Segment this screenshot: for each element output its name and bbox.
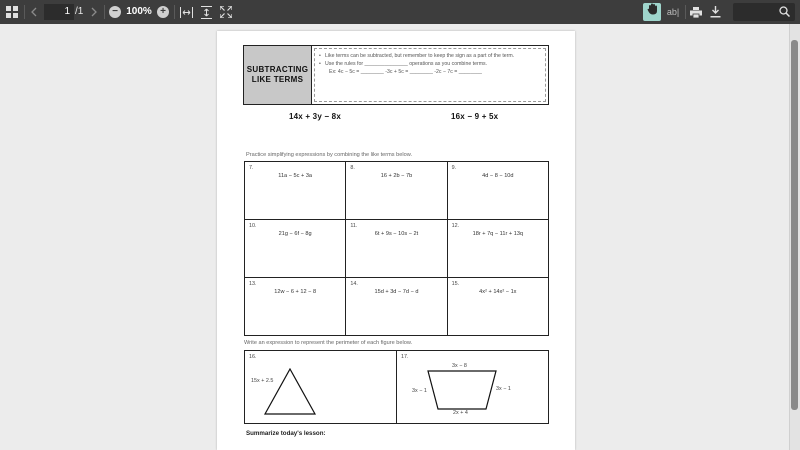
zoom-level[interactable]: 100% <box>126 6 152 17</box>
lesson-title-line1: SUBTRACTING <box>246 65 309 74</box>
trapezoid-left-label: 3x − 1 <box>412 388 427 394</box>
perimeter-instruction: Write an expression to represent the perimeter of each figure below. <box>244 340 413 346</box>
problem-expression: 16 + 2b − 7b <box>380 173 413 179</box>
problem-cell: 14. 15d + 3d − 7d − d <box>346 278 447 336</box>
document-page <box>217 31 575 450</box>
prev-page-icon[interactable] <box>28 0 40 24</box>
problem-cell: 9. 4d − 8 − 10d <box>447 162 548 220</box>
perimeter-figures <box>244 350 549 424</box>
page-total: /1 <box>75 6 84 17</box>
triangle-side-label: 15x + 2.5 <box>251 378 274 384</box>
page-number-input[interactable]: 1 <box>44 4 74 20</box>
thumbnails-icon[interactable] <box>4 0 20 24</box>
scrollbar-thumb[interactable] <box>791 40 798 410</box>
trapezoid-right-label: 3x − 1 <box>496 386 511 392</box>
trapezoid-top-label: 3x − 8 <box>452 363 467 369</box>
hand-tool-icon[interactable] <box>643 3 661 21</box>
problem-expression: 21g − 6f − 8g <box>278 231 312 237</box>
lesson-title-line2: LIKE TERMS <box>251 75 304 84</box>
text-select-icon[interactable]: ab| <box>666 7 680 17</box>
fullscreen-icon[interactable] <box>218 0 234 24</box>
problem-expression: 15d + 3d − 7d − d <box>374 289 419 295</box>
search-input[interactable] <box>733 3 795 21</box>
problem-cell: 11. 6t + 9s − 10s − 2t <box>346 220 447 278</box>
problem-cell: 13. 12w − 6 + 12 − 8 <box>245 278 346 336</box>
fit-width-icon[interactable] <box>178 0 194 24</box>
zoom-out-icon[interactable]: − <box>108 0 122 24</box>
problem-cell: 15. 4x² + 14x² − 1x <box>447 278 548 336</box>
problem-cell: 7. 11a − 5c + 3a <box>245 162 346 220</box>
lesson-title <box>244 46 312 104</box>
example-expression-1: 14x + 3y − 8x <box>289 112 341 121</box>
problem-cell: 8. 16 + 2b − 7b <box>346 162 447 220</box>
search-icon[interactable] <box>779 6 790 17</box>
problem-expression: 6t + 9s − 10s − 2t <box>374 231 419 237</box>
note-examples: Ex: 4c − 5c = ________ -3c + 5c = ________ -2c − 7c = ________ <box>329 69 482 75</box>
figure-17-number: 17. <box>401 354 409 360</box>
summary-label: Summarize today's lesson: <box>246 430 326 437</box>
problem-expression: 11a − 5c + 3a <box>278 173 313 179</box>
problem-cell: 12. 18r + 7q − 11r + 13q <box>447 220 548 278</box>
pdf-toolbar <box>0 0 800 24</box>
example-expression-2: 16x − 9 + 5x <box>451 112 499 121</box>
practice-instruction: Practice simplifying expressions by combining the like terms below. <box>246 152 413 158</box>
note-bullet-1: Like terms can be subtracted, but remember to keep the sign as a part of the term. <box>325 53 515 59</box>
fit-height-icon[interactable] <box>198 0 214 24</box>
lesson-notes: • Like terms can be subtracted, but remember to keep the sign as a part of the term. • Use the rules for _______________ operations as you combine terms. Ex: 4c − 5c = ________ -3c + 5c = ________ -2c − 7c = ________ <box>314 48 546 102</box>
lesson-header <box>243 45 549 105</box>
problem-expression: 18r + 7q − 11r + 13q <box>472 231 524 237</box>
next-page-icon[interactable] <box>88 0 100 24</box>
note-bullet-2: Use the rules for _______________ operations as you combine terms. <box>325 61 488 67</box>
trapezoid-bottom-label: 2x + 4 <box>453 410 468 416</box>
print-icon[interactable] <box>688 0 704 24</box>
problem-expression: 4x² + 14x² − 1x <box>479 289 517 295</box>
problem-cell: 10. 21g − 6f − 8g <box>245 220 346 278</box>
download-icon[interactable] <box>707 0 723 24</box>
zoom-in-icon[interactable]: + <box>156 0 170 24</box>
trapezoid-figure <box>426 370 498 410</box>
triangle-figure <box>263 368 317 416</box>
practice-grid <box>244 161 549 336</box>
figure-16-number: 16. <box>249 354 257 360</box>
problem-expression: 4d − 8 − 10d <box>482 173 514 179</box>
problem-expression: 12w − 6 + 12 − 8 <box>274 289 317 295</box>
